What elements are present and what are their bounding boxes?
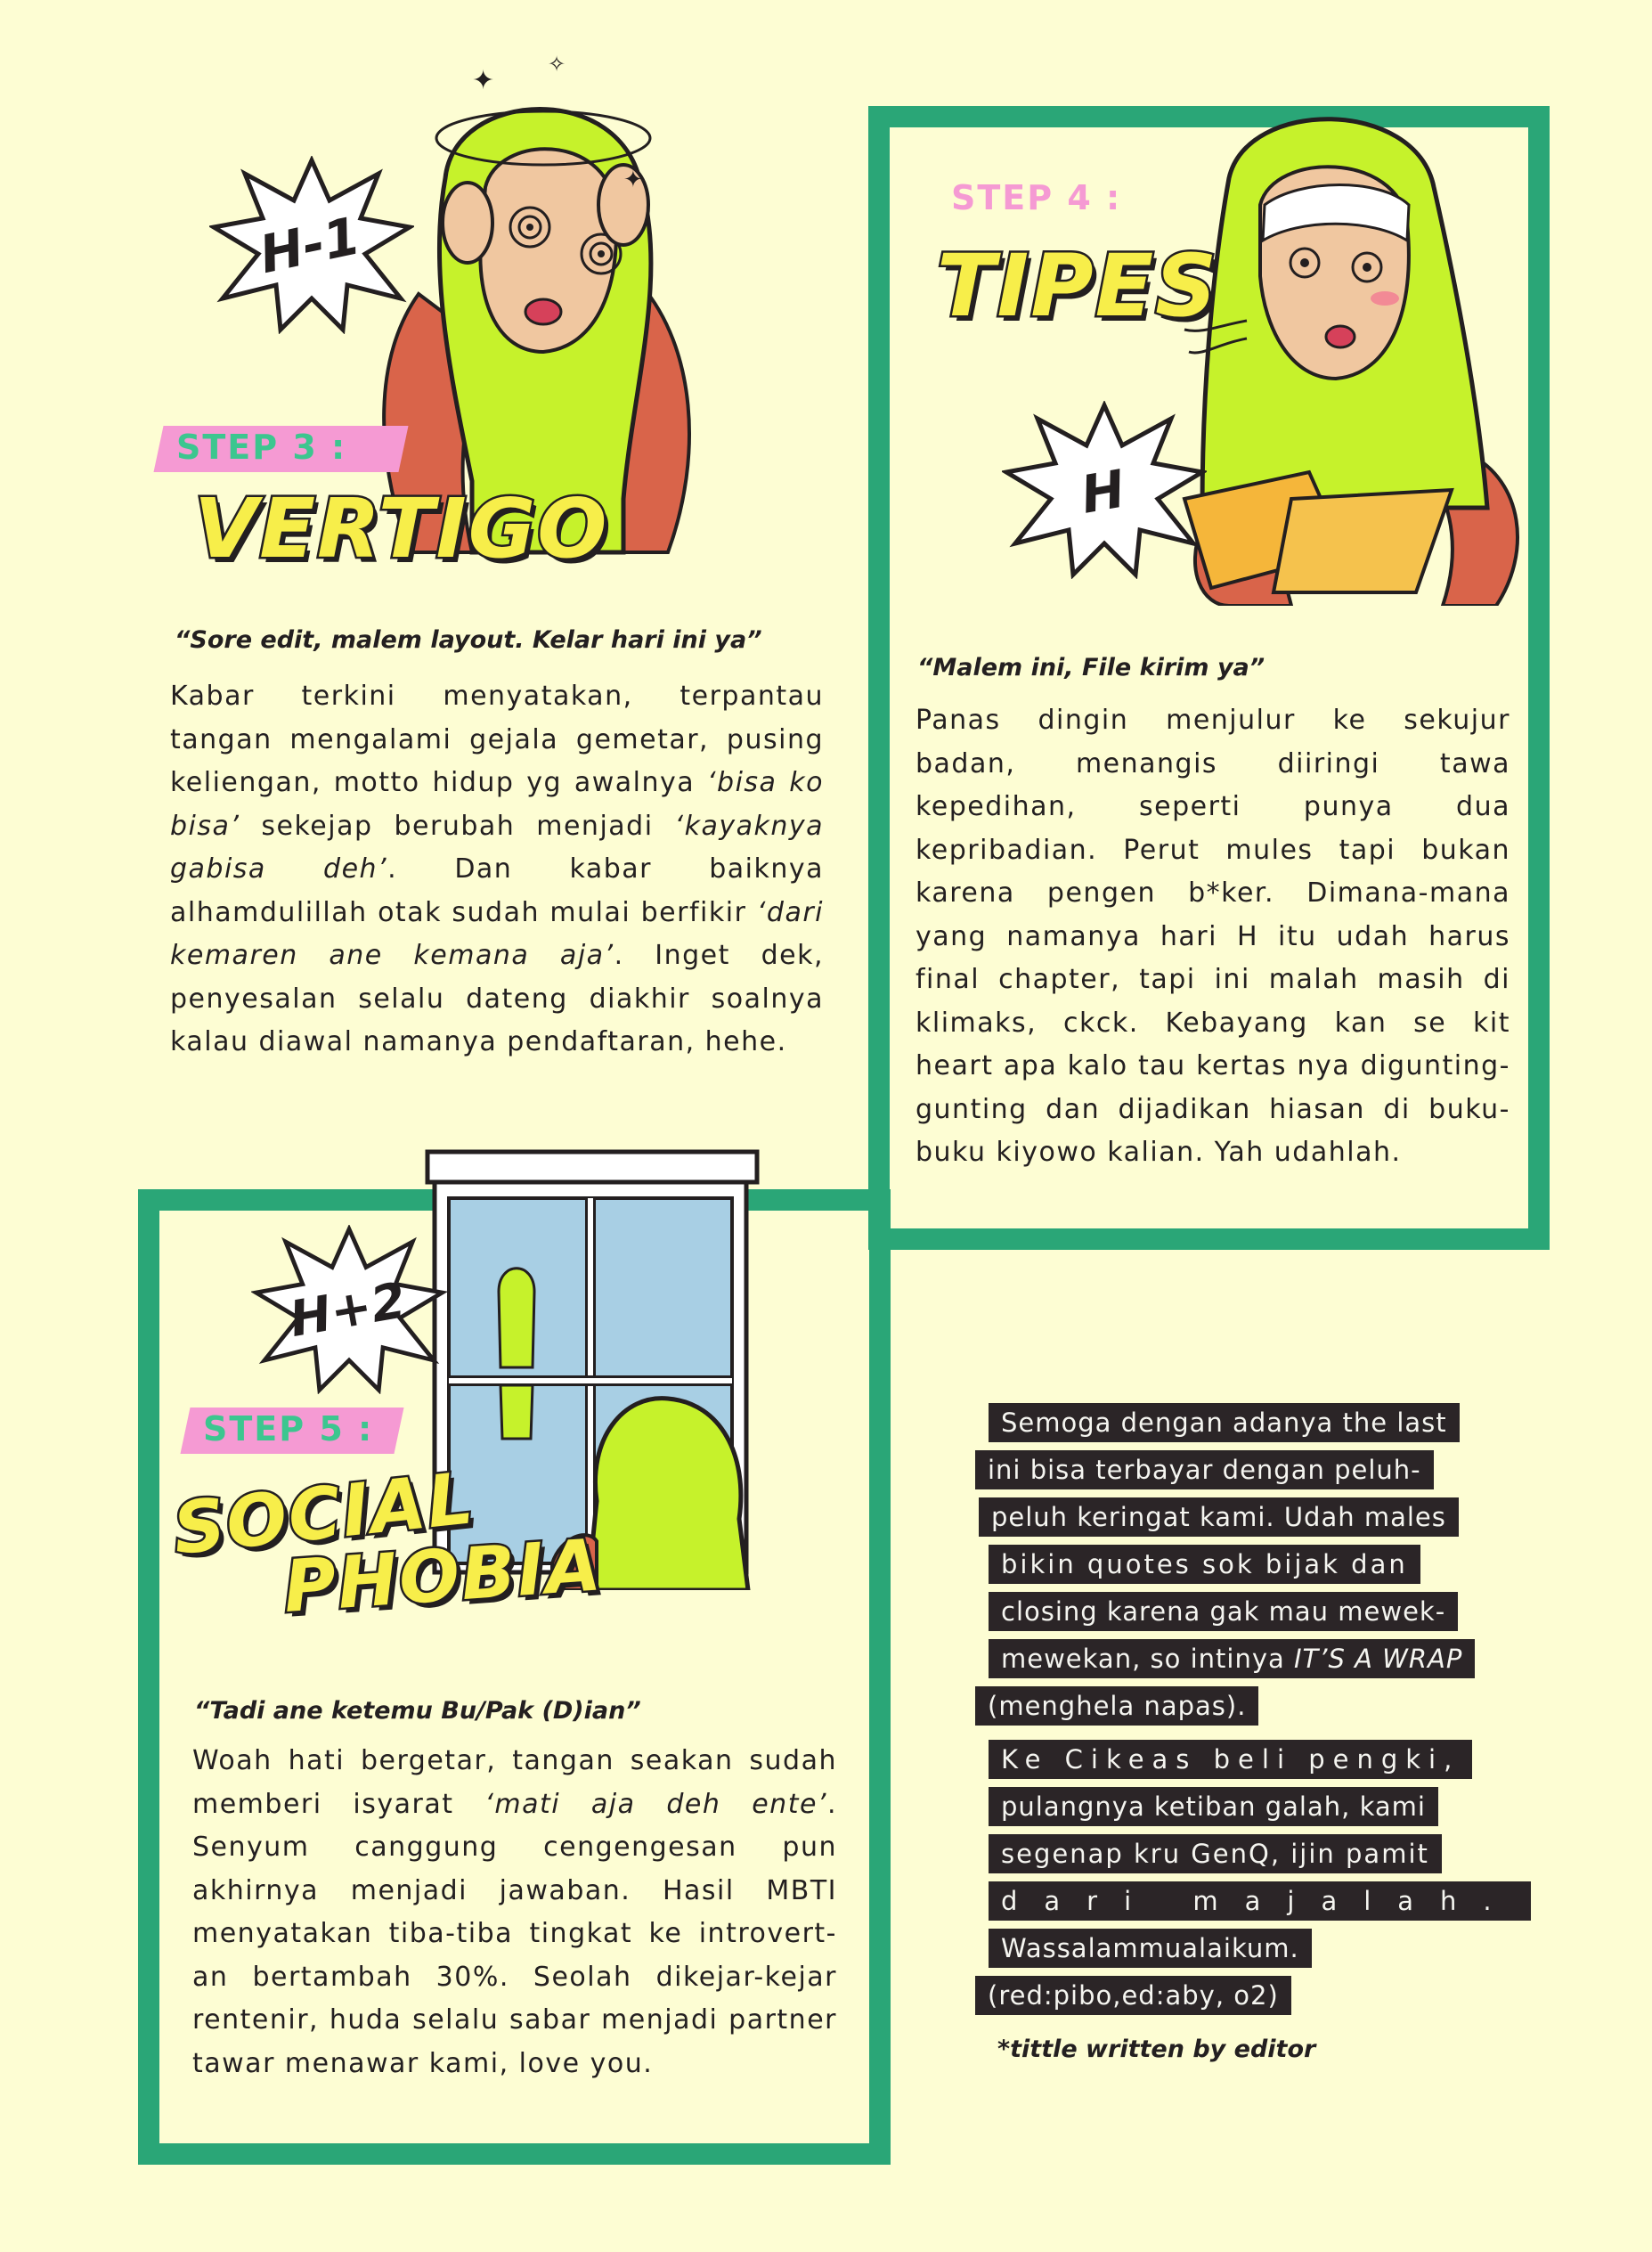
badge-h-minus-1 bbox=[209, 156, 414, 334]
closing-line: ini bisa terbayar dengan peluh- bbox=[975, 1450, 1434, 1489]
closing-line: pulangnya ketiban galah, kami bbox=[989, 1787, 1438, 1826]
step-4-body-text: Panas dingin menjulur ke sekujur badan, menangis diiringi tawa kepedihan, seperti punya dua kepribadian. Perut mules tapi bukan karena pengen b*ker. Dimana-mana yang namanya hari H itu udah harus final chapter, tapi ini malah masih di klimaks, ckck. Kebayang kan se kit heart apa kalo tau kertas nya digunting-gunting dan dijadikan hiasan di buku-buku kiyowo kalian. Yah udahlah. bbox=[916, 705, 1510, 1168]
closing-line: Wassalammualaikum. bbox=[989, 1929, 1312, 1968]
step-3-quote: “Sore edit, malem layout. Kelar hari ini ya” bbox=[175, 626, 762, 654]
step-5-body-text-1: Woah hati bergetar, tangan seakan sudah memberi isyarat bbox=[192, 1745, 837, 1820]
step-3-body-text-2: sekejap berubah menjadi bbox=[240, 810, 675, 842]
closing-line bbox=[989, 1639, 1475, 1678]
step-5-body bbox=[192, 1740, 837, 2085]
step-5-body-em-1: ‘mati aja deh ente’ bbox=[484, 1788, 827, 1820]
closing-line: bikin quotes sok bijak dan bbox=[989, 1545, 1420, 1584]
closing-line: (menghela napas). bbox=[975, 1686, 1258, 1726]
step-3-label: STEP 3 : bbox=[176, 428, 347, 467]
step-5-quote: “Tadi ane ketemu Bu/Pak (D)ian” bbox=[194, 1697, 641, 1725]
closing-line: segenap kru GenQ, ijin pamit bbox=[989, 1834, 1442, 1873]
wrap-text: IT’S A WRAP bbox=[1294, 1644, 1463, 1674]
badge-h-plus-2-text: H+2 bbox=[285, 1271, 411, 1348]
step-3-body-em-3: ‘dari kemaren ane kemana aja’ bbox=[170, 896, 824, 971]
closing-credit: (red:pibo,ed:aby, o2) bbox=[975, 1976, 1291, 2015]
badge-h-plus-2 bbox=[251, 1225, 447, 1394]
step-3-body-em-2: ‘kayaknya gabisa deh’ bbox=[170, 810, 824, 885]
step-4-label: STEP 4 : bbox=[951, 178, 1122, 217]
step-3-body-em-1: ‘bisa ko bisa’ bbox=[170, 767, 824, 842]
closing-line: closing karena gak mau mewek- bbox=[989, 1592, 1458, 1631]
closing-line: Semoga dengan adanya the last bbox=[989, 1403, 1460, 1442]
phobia-title: PHOBIA bbox=[281, 1523, 606, 1628]
badge-h-text: H bbox=[1076, 458, 1130, 526]
step-5-body-text-2: . Senyum canggung cengengesan pun akhirnya menjadi jawaban. Hasil MBTI menyatakan tiba-tiba tingkat ke introvert-an bertambah 30%. Seolah dikejar-kejar rentenir, huda selalu sabar menjadi partner tawar menawar kami, love you. bbox=[192, 1788, 837, 2079]
tipes-title: TIPES bbox=[937, 236, 1219, 336]
step-4-body bbox=[916, 699, 1510, 1175]
closing-line: peluh keringat kami. Udah males bbox=[979, 1497, 1459, 1537]
step-3-body bbox=[170, 675, 824, 1065]
svg-text:✦: ✦ bbox=[472, 65, 495, 96]
svg-text:✧: ✧ bbox=[548, 53, 566, 77]
step-5-label: STEP 5 : bbox=[203, 1409, 374, 1448]
closing-block bbox=[975, 1403, 1518, 2080]
footnote: *tittle written by editor bbox=[997, 2036, 1316, 2063]
step-3-body-text-3: . Dan kabar baiknya alhamdulillah otak sudah mulai berfikir bbox=[170, 853, 825, 928]
step-4-quote: “Malem ini, File kirim ya” bbox=[917, 654, 1265, 681]
svg-text:✦: ✦ bbox=[623, 167, 643, 193]
badge-h-minus-1-text: H-1 bbox=[254, 205, 366, 286]
closing-line: Ke Cikeas beli pengki, bbox=[989, 1740, 1472, 1779]
step-3-body-text-1: Kabar terkini menyatakan, terpantau tangan mengalami gejala gemetar, pusing keliengan, motto hidup yg awalnya bbox=[170, 681, 824, 798]
closing-line-text: mewekan, so intinya bbox=[1001, 1644, 1294, 1674]
closing-line: dari majalah. bbox=[989, 1881, 1531, 1921]
tipes-illustration bbox=[1149, 107, 1541, 606]
vertigo-title: VERTIGO bbox=[194, 481, 609, 576]
social-title: SOCIAL bbox=[169, 1456, 479, 1571]
step-3-body-text-4: . Inget dek, penyesalan selalu dateng diakhir soalnya kalau diawal namanya pendaftaran, hehe. bbox=[170, 940, 824, 1057]
badge-h bbox=[1002, 401, 1207, 579]
